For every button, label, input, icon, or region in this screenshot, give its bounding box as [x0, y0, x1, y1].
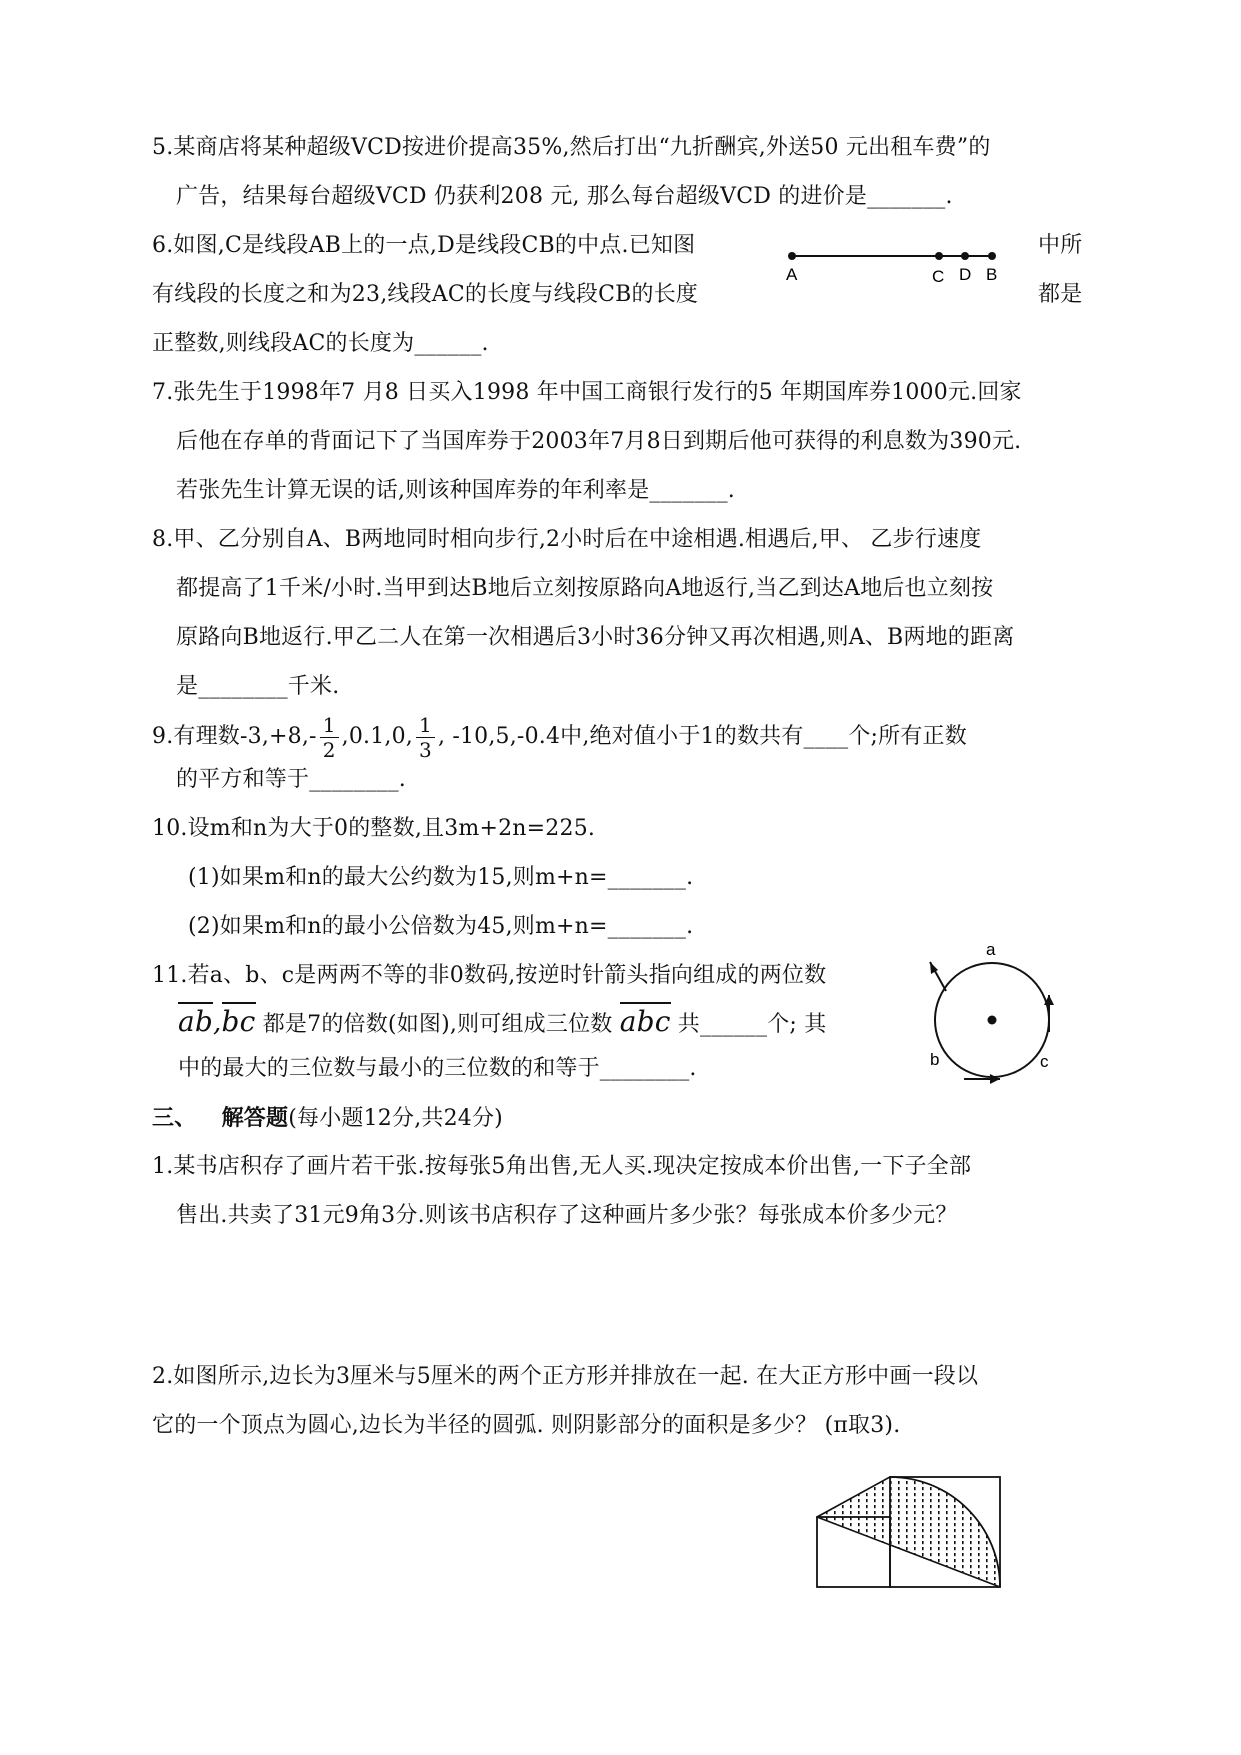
q10-line1: 10.设m和n为大于0的整数,且3m+2n=225.	[152, 816, 596, 841]
q9-line2: 的平方和等于________.	[176, 767, 406, 792]
q9-frac2-denominator: 3	[419, 737, 432, 762]
q11-ab-overline: ab	[178, 1002, 213, 1038]
q9-minus: -	[309, 724, 317, 749]
q11-line2	[178, 1000, 826, 1044]
q11-line1: 11.若a、b、c是两两不等的非0数码,按逆时针箭头指向组成的两位数	[152, 963, 827, 988]
q8-line3: 原路向B地返行.甲乙二人在第一次相遇后3小时36分钟又再次相遇,则A、B两地的距离	[176, 625, 1015, 650]
q8-line2: 都提高了1千米/小时.当甲到达B地后立刻按原路向A地返行,当乙到达A地后也立刻按	[176, 576, 994, 601]
point-c	[935, 252, 943, 260]
q9-suffix: , -10,5,-0.4中,绝对值小于1的数共有____个;所有正数	[437, 724, 967, 749]
q9-fraction-third	[416, 712, 435, 762]
p1-line2: 售出.共卖了31元9角3分.则该书店积存了这种画片多少张？每张成本价多少元？	[176, 1203, 958, 1228]
q6-line2-left: 有线段的长度之和为23,线段AC的长度与线段CB的长度	[152, 282, 699, 307]
p2-squares-figure	[815, 1475, 1015, 1595]
q5-line2: 广告，结果每台超级VCD 仍获利208 元, 那么每台超级VCD 的进价是_______.	[176, 184, 953, 209]
point-d	[961, 252, 969, 260]
label-b: B	[986, 265, 998, 284]
q8-line4: 是________千米.	[176, 674, 340, 699]
label-a: A	[786, 265, 798, 284]
q8-line1: 8.甲、乙分别自A、B两地同时相向步行,2小时后在中途相遇.相遇后,甲、 乙步行速度	[152, 527, 982, 552]
q7-line1: 7.张先生于1998年7 月8 日买入1998 年中国工商银行发行的5 年期国库券1000元.回家	[152, 380, 1022, 405]
q7-line2: 后他在存单的背面记下了当国库券于2003年7月8日到期后他可获得的利息数为390元.	[176, 429, 1022, 454]
q9-frac1-numerator: 1	[320, 715, 339, 738]
q11-suffix: 共______个; 其	[677, 1012, 827, 1037]
q11-line3: 中的最大的三位数与最小的三位数的和等于________.	[178, 1056, 697, 1081]
q11-mid: 都是7的倍数(如图),则可组成三位数	[262, 1012, 613, 1037]
q9-frac2-numerator: 1	[416, 715, 435, 738]
point-b	[988, 252, 996, 260]
arrowhead-b-to-c	[990, 1074, 1000, 1084]
q11-comma: ,	[213, 1008, 222, 1038]
q9-frac1-denominator: 2	[322, 737, 336, 762]
section3-title: 解答题	[221, 1105, 289, 1131]
label-c: C	[932, 267, 945, 285]
q5-line1: 5.某商店将某种超级VCD按进价提高35%,然后打出“九折酬宾,外送50 元出租车费”的	[152, 135, 991, 160]
q11-bc-overline: bc	[222, 1002, 256, 1038]
label-a: a	[986, 940, 996, 959]
q9-line1	[152, 712, 967, 762]
p2-line1: 2.如图所示,边长为3厘米与5厘米的两个正方形并排放在一起. 在大正方形中画一段以	[152, 1364, 979, 1389]
q6-line3: 正整数,则线段AC的长度为______.	[152, 331, 489, 356]
q9-prefix: 9.有理数-3,+8,	[152, 724, 310, 749]
arrowhead-a-to-b	[930, 962, 938, 974]
q6-segment-figure	[770, 240, 1010, 285]
q11-abc-overline: abc	[620, 1002, 671, 1038]
q9-mid: ,0.1,0,	[341, 724, 413, 749]
label-c: c	[1040, 1052, 1049, 1071]
q6-line1-left: 6.如图,C是线段AB上的一点,D是线段CB的中点.已知图	[152, 233, 696, 258]
q6-line1-right: 中所	[1038, 233, 1083, 258]
label-b: b	[930, 1050, 940, 1069]
p1-line1: 1.某书店积存了画片若干张.按每张5角出售,无人买.现决定按成本价出售,一下子全部	[152, 1154, 972, 1179]
q11-circle-figure	[920, 935, 1060, 1085]
label-d: D	[959, 265, 972, 284]
q9-fraction-half	[320, 712, 339, 762]
section3-heading	[152, 1103, 503, 1134]
center-dot	[988, 1016, 997, 1025]
shaded-region	[817, 1477, 1000, 1587]
q7-line3: 若张先生计算无误的话,则该种国库券的年利率是_______.	[176, 478, 735, 503]
section3-note: (每小题12分,共24分)	[288, 1106, 503, 1131]
section3-number: 三、	[152, 1105, 197, 1131]
q10-sub1: (1)如果m和n的最大公约数为15,则m+n=_______.	[188, 865, 694, 890]
point-a	[788, 252, 796, 260]
p2-line2: 它的一个顶点为圆心,边长为半径的圆弧. 则阴影部分的面积是多少？ (π取3).	[152, 1413, 901, 1438]
q10-sub2: (2)如果m和n的最小公倍数为45,则m+n=_______.	[188, 914, 694, 939]
q6-line2-right: 都是	[1038, 282, 1083, 307]
